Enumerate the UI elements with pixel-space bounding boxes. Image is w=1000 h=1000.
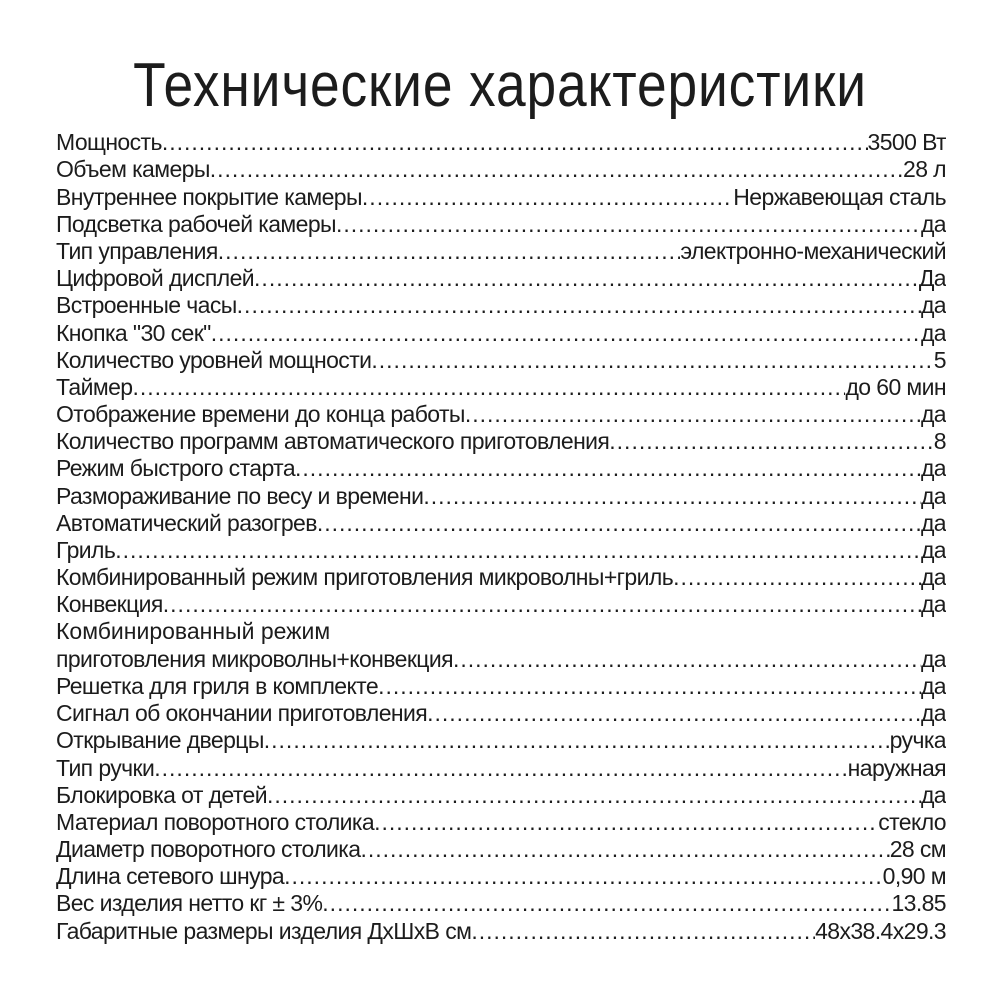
spec-label: Размораживание по весу и времени: [56, 482, 424, 509]
dot-leader: [267, 782, 921, 809]
dot-leader: [132, 374, 845, 401]
dot-leader: [317, 510, 921, 537]
spec-row-combo-microwave-convection: [56, 618, 946, 672]
spec-value: 28 см: [889, 836, 946, 863]
spec-label: Диаметр поворотного столика: [56, 836, 361, 863]
spec-row-chamber-volume: [56, 156, 946, 183]
dot-leader: [378, 673, 921, 700]
dot-leader: [163, 591, 921, 618]
spec-value: Нержавеющая сталь: [733, 183, 946, 210]
spec-value: 5: [933, 346, 946, 373]
spec-value: наружная: [847, 754, 946, 781]
spec-label-line2: приготовления микроволны+конвекция: [56, 645, 453, 672]
spec-value: да: [920, 645, 946, 672]
spec-label: Блокировка от детей: [56, 781, 267, 808]
spec-value: 48x38.4x29.3: [815, 917, 946, 944]
spec-value: 3500 Вт: [867, 129, 946, 156]
spec-label: Автоматический разогрев: [56, 509, 317, 536]
spec-value: да: [920, 700, 946, 727]
spec-row-control-type: [56, 238, 946, 265]
spec-row-defrost: [56, 482, 946, 509]
spec-label: Внутреннее покрытие камеры: [56, 183, 362, 210]
dot-leader: [471, 918, 815, 945]
dot-leader: [362, 184, 733, 211]
spec-row-auto-programs: [56, 428, 946, 455]
spec-value: стекло: [878, 808, 946, 835]
spec-value: да: [920, 455, 946, 482]
spec-value: да: [920, 509, 946, 536]
dot-leader: [264, 727, 890, 754]
spec-value: да: [920, 319, 946, 346]
spec-value: да: [920, 591, 946, 618]
spec-label: Цифровой дисплей: [56, 265, 255, 292]
spec-row-digital-display: [56, 265, 946, 292]
spec-value: электронно-механический: [680, 237, 946, 264]
spec-label: Режим быстрого старта: [56, 455, 296, 482]
spec-label: Открывание дверцы: [56, 727, 264, 754]
spec-row-interior-coating: [56, 183, 946, 210]
dot-leader: [374, 809, 878, 836]
dot-leader: [360, 836, 889, 863]
dot-leader: [295, 455, 921, 482]
spec-label-line1: Комбинированный режим: [56, 618, 331, 645]
dot-leader: [371, 347, 933, 374]
spec-row-quick-start: [56, 455, 946, 482]
spec-row-net-weight: [56, 890, 946, 917]
spec-row-grill: [56, 537, 946, 564]
spec-value: 8: [933, 428, 946, 455]
spec-row-power-levels: [56, 347, 946, 374]
spec-row-remaining-time-display: [56, 401, 946, 428]
spec-row-combo-microwave-grill: [56, 564, 946, 591]
spec-label: Длина сетевого шнура: [56, 863, 285, 890]
spec-label: Конвекция: [56, 591, 163, 618]
spec-row-power: [56, 129, 946, 156]
spec-value: да: [920, 482, 946, 509]
spec-value: да: [920, 537, 946, 563]
spec-row-timer: [56, 374, 946, 401]
spec-value: Да: [918, 265, 946, 292]
spec-row-handle-type: [56, 754, 946, 781]
spec-value: да: [920, 564, 946, 591]
spec-value: 28 л: [903, 156, 946, 183]
spec-row-door-opening: [56, 727, 946, 754]
spec-label: Вес изделия нетто кг ± 3%: [56, 890, 323, 917]
dot-leader: [254, 265, 919, 292]
dot-leader: [210, 156, 903, 183]
spec-row-child-lock: [56, 782, 946, 809]
dot-leader: [322, 890, 891, 917]
spec-value: да: [920, 781, 946, 808]
spec-row-auto-reheat: [56, 510, 946, 537]
spec-value: ручка: [889, 727, 946, 754]
spec-label: Гриль: [56, 537, 116, 563]
spec-row-turntable-diameter: [56, 836, 946, 863]
spec-label: Отображение времени до конца работы: [56, 401, 465, 428]
spec-row-end-signal: [56, 700, 946, 727]
spec-label: Сигнал об окончании приготовления: [56, 700, 428, 727]
dot-leader: [154, 755, 847, 782]
spec-value: да: [920, 210, 946, 237]
spec-value: да: [920, 292, 946, 319]
spec-row-grill-rack: [56, 673, 946, 700]
dot-leader: [673, 564, 921, 591]
spec-label: Тип ручки: [56, 754, 155, 781]
spec-label: Материал поворотного столика: [56, 808, 375, 835]
dot-leader: [427, 700, 921, 727]
spec-list: [56, 129, 946, 945]
spec-label-line2-row: [56, 646, 946, 673]
spec-value: да: [920, 672, 946, 699]
spec-row-interior-light: [56, 211, 946, 238]
spec-row-convection: [56, 591, 946, 618]
dot-leader: [609, 428, 934, 455]
spec-row-30-sec-button: [56, 319, 946, 346]
dot-leader: [284, 863, 883, 890]
spec-label: Количество уровней мощности: [56, 346, 372, 373]
dot-leader: [115, 537, 921, 564]
spec-value: 0,90 м: [882, 863, 946, 890]
spec-label: Решетка для гриля в комплекте: [56, 672, 379, 699]
spec-value: 13.85: [891, 890, 946, 917]
spec-label: Встроенные часы: [56, 292, 237, 319]
spec-row-dimensions: [56, 917, 946, 944]
spec-label: Подсветка рабочей камеры: [56, 210, 336, 237]
spec-value: до 60 мин: [845, 373, 946, 400]
spec-label: Мощность: [56, 129, 162, 156]
dot-leader: [453, 646, 921, 673]
spec-value: да: [920, 401, 946, 428]
spec-row-cord-length: [56, 863, 946, 890]
dot-leader: [211, 320, 921, 347]
spec-label: Комбинированный режим приготовления микроволны+гриль: [56, 564, 674, 591]
spec-row-turntable-material: [56, 809, 946, 836]
dot-leader: [162, 129, 868, 156]
dot-leader: [465, 401, 921, 428]
dot-leader: [237, 292, 921, 319]
spec-label: Габаритные размеры изделия ДхШхВ см: [56, 917, 472, 944]
spec-label: Количество программ автоматического приготовления: [56, 428, 610, 455]
spec-label: Кнопка "30 сек": [56, 319, 211, 346]
page-title: Технические характеристики: [133, 51, 867, 120]
spec-label: Тип управления: [56, 237, 218, 264]
spec-label: Объем камеры: [56, 156, 210, 183]
dot-leader: [336, 211, 921, 238]
dot-leader: [423, 483, 921, 510]
spec-row-built-in-clock: [56, 292, 946, 319]
spec-label: Таймер: [56, 373, 133, 400]
dot-leader: [218, 238, 681, 265]
